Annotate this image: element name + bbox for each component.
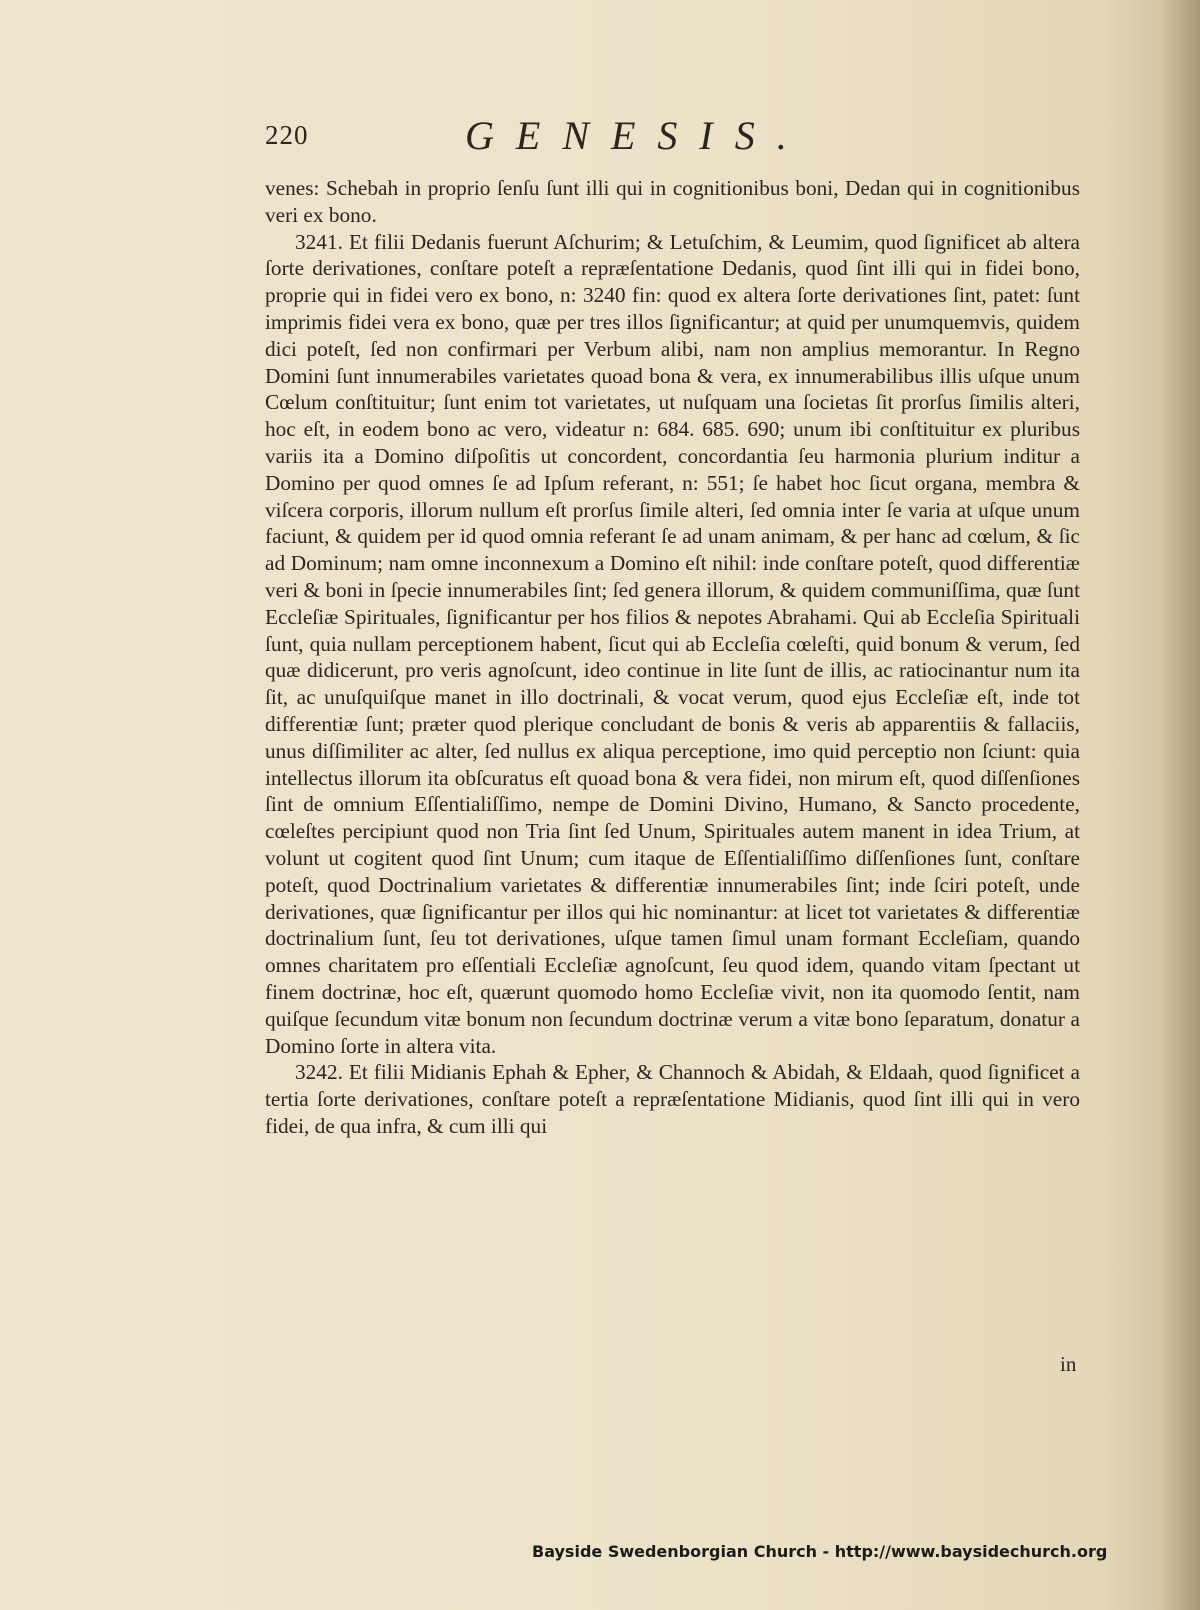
- paragraph-3241: 3241. Et filii Dedanis fuerunt Aſchurim; & Letuſchim, & Leumim, quod ſignificet ab altera ſorte derivationes, conſtare poteſt a repræſentatione Dedanis, quod ſint illi qui in fidei bono, proprie qui in fidei vero ex bono, n: 3240 fin: quod ex altera ſorte derivationes ſint, patet: ſunt imprimis fidei vera ex bono, quæ per tres illos ſignificantur; at quid per unumquemvis, quidem dici poteſt, ſed non confirmari per Verbum alibi, nam non amplius memorantur. In Regno Domini ſunt innumerabiles varietates quoad bona & vera, ex innumerabilibus illis uſque unum Cœlum conſtituitur; ſunt enim tot varietates, ut nuſquam una ſocietas ſit prorſus ſimilis alteri, hoc eſt, in eodem bono ac vero, videatur n: 684. 685. 690; unum ibi conſtituitur ex pluribus variis ita a Domino diſpoſitis ut concordent, concordantia ſeu harmonia plurium inditur a Domino per quod omnes ſe ad Ipſum referant, n: 551; ſe habet hoc ſicut organa, membra & viſcera corporis, illorum nullum eſt prorſus ſimile alteri, ſed omnia inter ſe varia at uſque unum faciunt, & quidem per id quod omnia referant ſe ad unam animam, & per hanc ad cœlum, & ſic ad Dominum; nam omne inconnexum a Domino eſt nihil: inde conſtare poteſt, quod differentiæ veri & boni in ſpecie innumerabiles ſint; ſed genera illorum, & quidem communiſſima, quæ ſunt Eccleſiæ Spirituales, ſignificantur per hos filios & nepotes Abrahami. Qui ab Eccleſia Spirituali ſunt, quia nullam perceptionem habent, ſicut qui ab Eccleſia cœleſti, quid bonum & verum, ſed quæ didicerunt, pro veris agnoſcunt, ideo continue in lite ſunt de illis, ac ratiocinantur num ita ſit, ac unuſquiſque manet in illo doctrinali, & vocat verum, quod ejus Eccleſiæ eſt, inde tot differentiæ ſunt; præter quod plerique concludant de bonis & veris ab apparentiis & fallaciis, unus diſſimiliter ac alter, ſed nullus ex aliqua perceptione, imo quid perceptio non ſciunt: quia intellectus illorum ita obſcuratus eſt quoad bona & vera fidei, non mirum eſt, quod diſſenſiones ſint de omnium Eſſentialiſſimo, nempe de Domini Divino, Humano, & Sancto procedente, cœleſtes percipiunt quod non Tria ſint ſed Unum, Spirituales autem manent in idea Trium, at volunt ut cogitent quod ſint Unum; cum itaque de Eſſentialiſſimo diſſenſiones ſunt, conſtare poteſt, quod Doctrinalium varietates & differentiæ innumerabiles ſint; inde ſciri poteſt, unde derivationes, quæ ſignificantur per illos qui hic nominantur: at licet tot varietates & differentiæ doctrinalium ſunt, ſeu tot derivationes, uſque tamen ſimul unam formant Eccleſiam, quando omnes charitatem pro eſſentiali Eccleſiæ agnoſcunt, ſeu quod idem, quando vitam ſpectant ut finem doctrinæ, hoc eſt, quærunt quomodo homo Eccleſiæ vivit, non ita quomodo ſentit, nam quiſque ſecundum vitæ bonum non ſecundum doctrinæ verum a vitæ bono ſeparatum, donatur a Domino ſorte in altera vita.: [265, 229, 1080, 1058]
- running-title: GENESIS.: [465, 113, 809, 158]
- body-text: [265, 175, 1080, 1140]
- footer-credit: Bayside Swedenborgian Church - http://www.baysidechurch.org: [532, 1542, 1108, 1561]
- spine-shadow: [1160, 0, 1200, 1610]
- paragraph-continuation: venes: Schebah in proprio ſenſu ſunt illi qui in cognitionibus boni, Dedan qui in cognitionibus veri ex bono.: [265, 176, 1080, 227]
- page-number: 220: [265, 120, 309, 150]
- page-header: [265, 112, 865, 162]
- paragraph-3242: 3242. Et filii Midianis Ephah & Epher, & Channoch & Abidah, & Eldaah, quod ſignificet a tertia ſorte derivationes, conſtare poteſt a repræſentatione Midianis, quod ſint illi qui in vero fidei, de qua infra, & cum illi qui: [265, 1060, 1080, 1138]
- catchword: in: [1060, 1352, 1077, 1376]
